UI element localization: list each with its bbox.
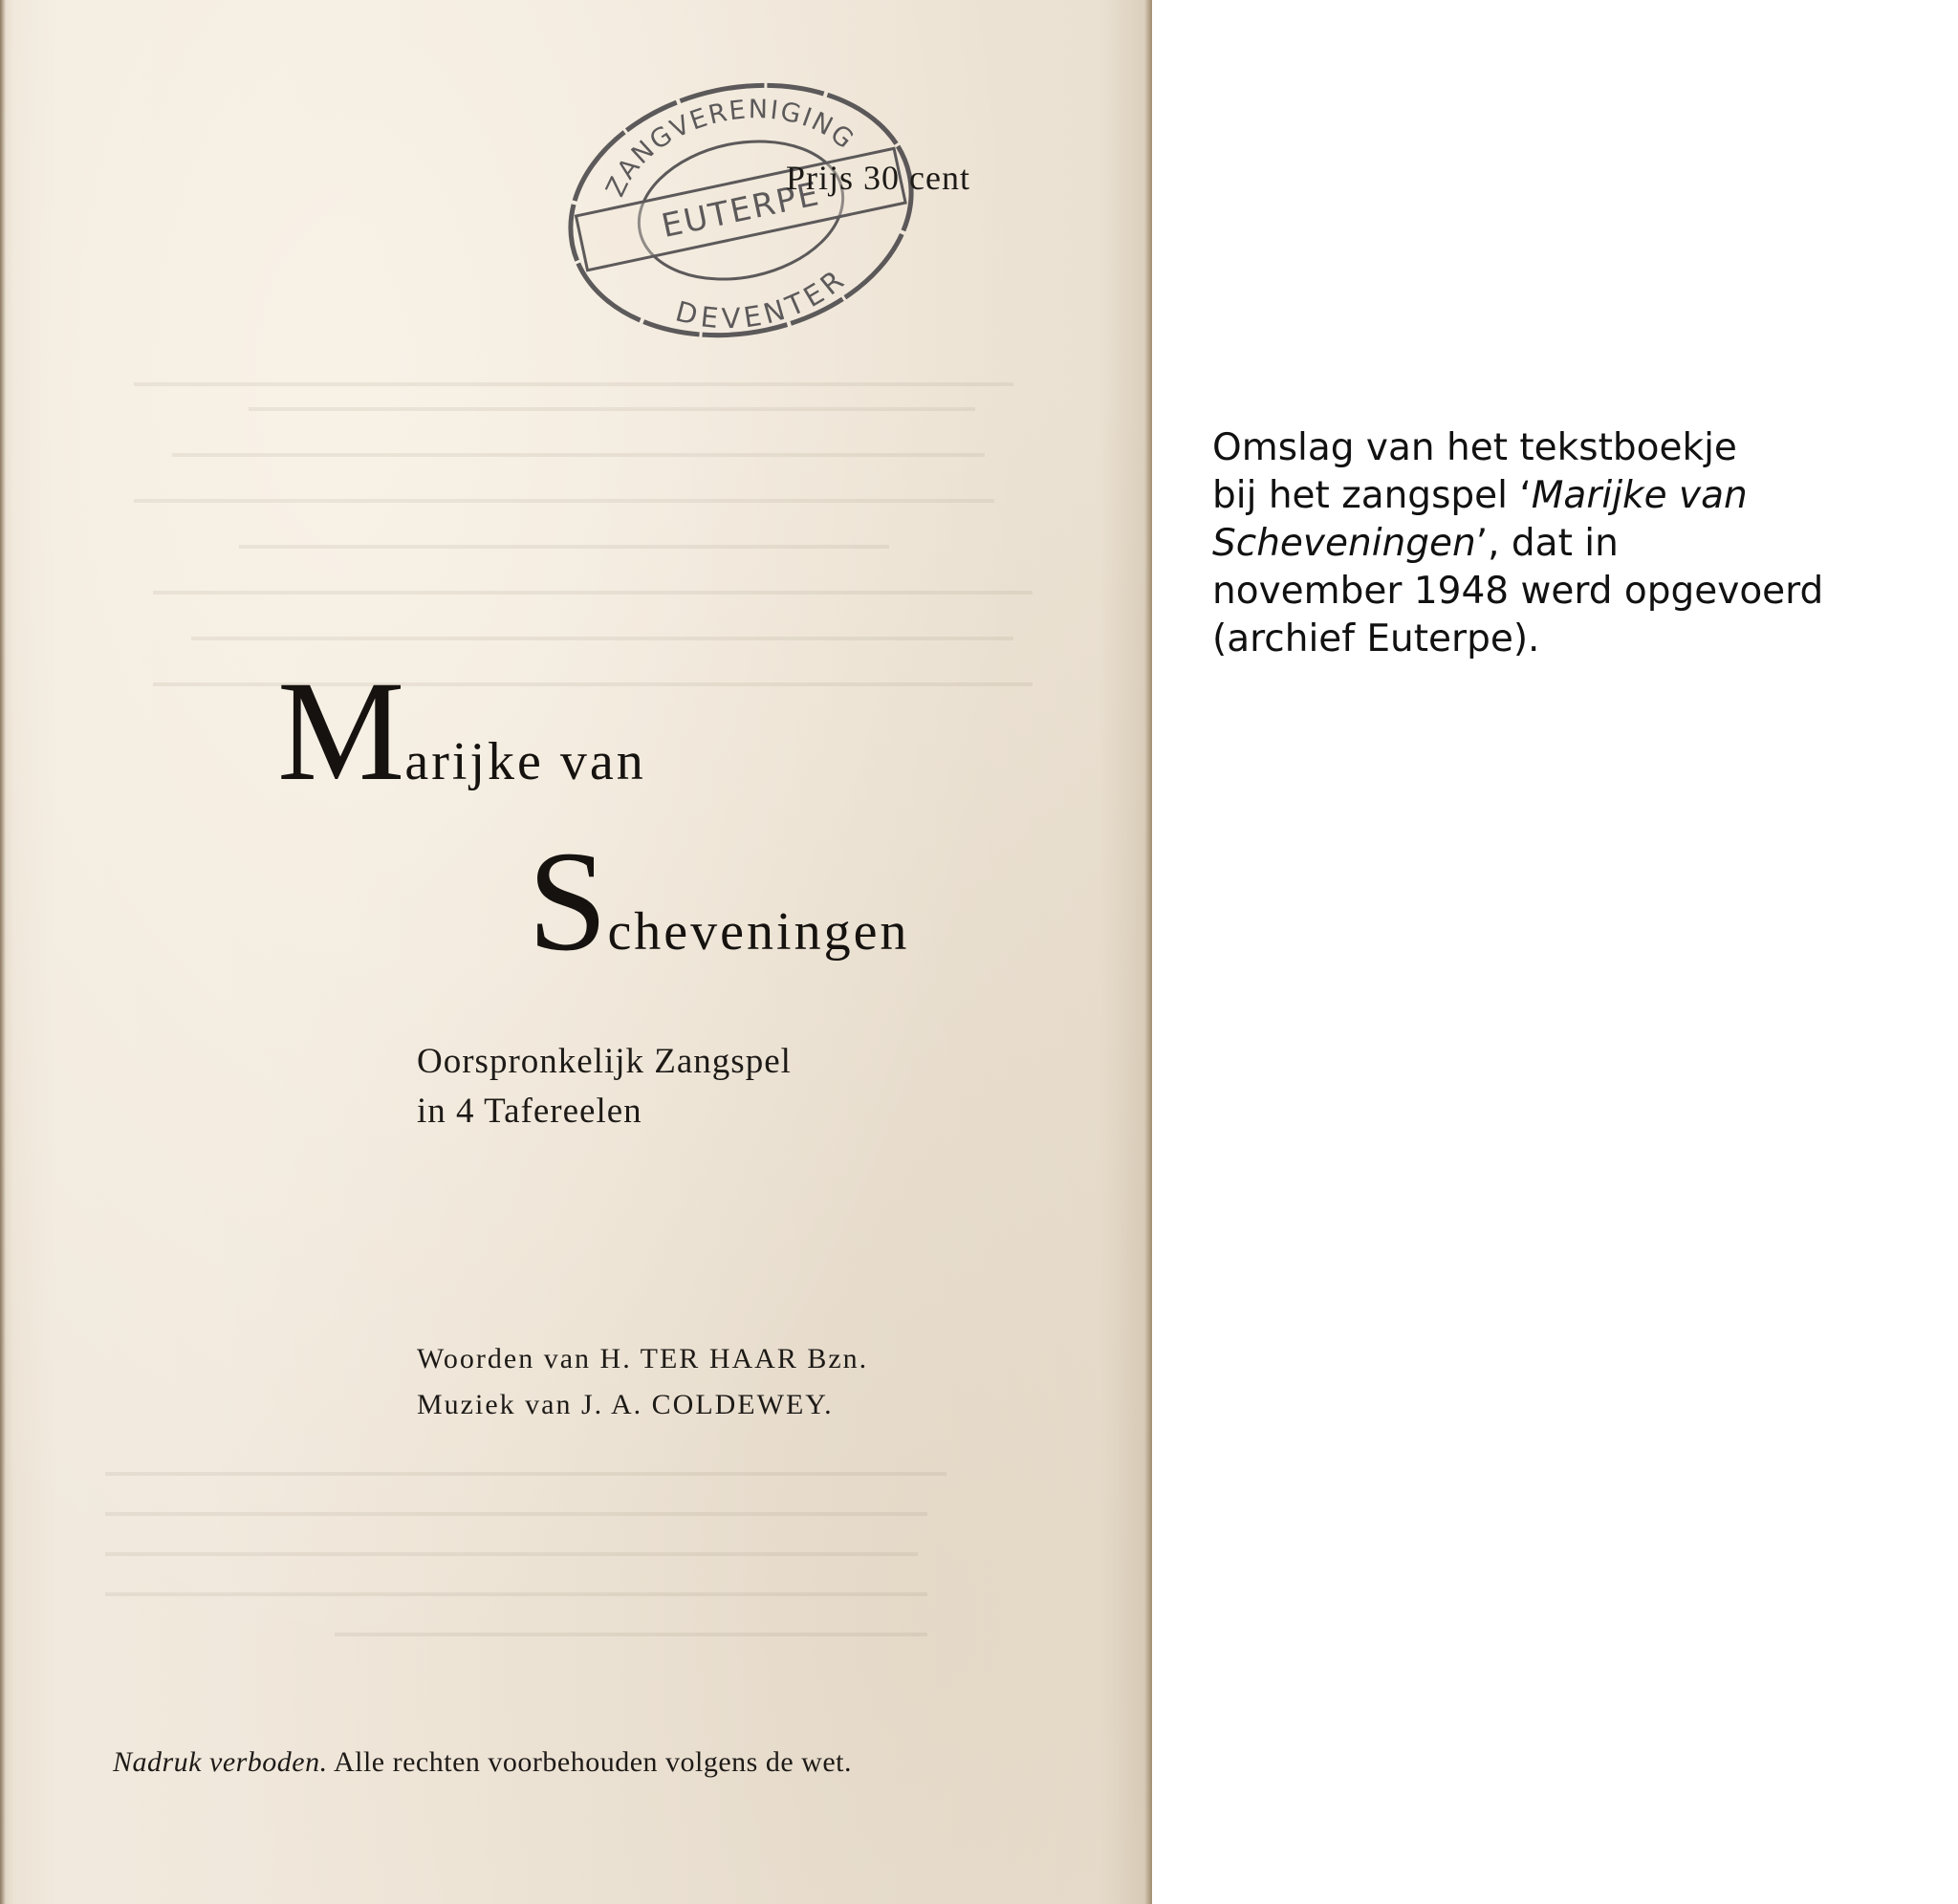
title-initial-m: M [277, 652, 405, 811]
credits [417, 1336, 868, 1428]
caption-line-2-text: bij het zangspel ‘ [1212, 474, 1532, 517]
title-line-2-rest: cheveningen [607, 902, 910, 962]
title-line-2 [528, 822, 910, 981]
caption-line-3 [1212, 520, 1939, 568]
caption-line-3-text: ’, dat in [1475, 522, 1619, 565]
svg-text:DEVENTER: DEVENTER [672, 262, 852, 335]
copyright-notice [113, 1746, 852, 1779]
caption-line-1: Omslag van het tekstboekje [1212, 426, 1737, 469]
cover-right-edge [1144, 0, 1152, 1904]
cover-left-edge [0, 0, 6, 1904]
caption-title-part-1: Marijke van [1531, 474, 1748, 517]
caption-line-5: (archief Euterpe). [1212, 617, 1540, 660]
credits-music: Muziek van J. A. COLDEWEY. [417, 1389, 834, 1420]
euterpe-stamp [524, 31, 958, 391]
copyright-rest: Alle rechten voorbehouden volgens de wet. [327, 1746, 852, 1778]
subtitle-line-2: in 4 Tafereelen [417, 1092, 642, 1131]
image-caption [1212, 424, 1939, 663]
caption-line-4: november 1948 werd opgevoerd [1212, 570, 1824, 613]
title-initial-s: S [528, 822, 608, 981]
title-line-1-rest: arijke van [404, 732, 646, 791]
show-through-block-2 [105, 1472, 946, 1673]
svg-text:ZANGVERENIGING: ZANGVERENIGING [600, 95, 860, 202]
caption-title-part-2: Scheveningen [1212, 522, 1476, 565]
subtitle-line-1: Oorspronkelijk Zangspel [417, 1042, 792, 1081]
credits-words: Woorden van H. TER HAAR Bzn. [417, 1343, 869, 1374]
title-line-1 [277, 652, 646, 811]
subtitle [417, 1037, 792, 1136]
price-label: Prijs 30 cent [786, 159, 970, 197]
svg-text:EUTERPE: EUTERPE [658, 174, 824, 247]
caption-line-2 [1212, 472, 1939, 520]
copyright-italic: Nadruk verboden. [113, 1746, 328, 1778]
